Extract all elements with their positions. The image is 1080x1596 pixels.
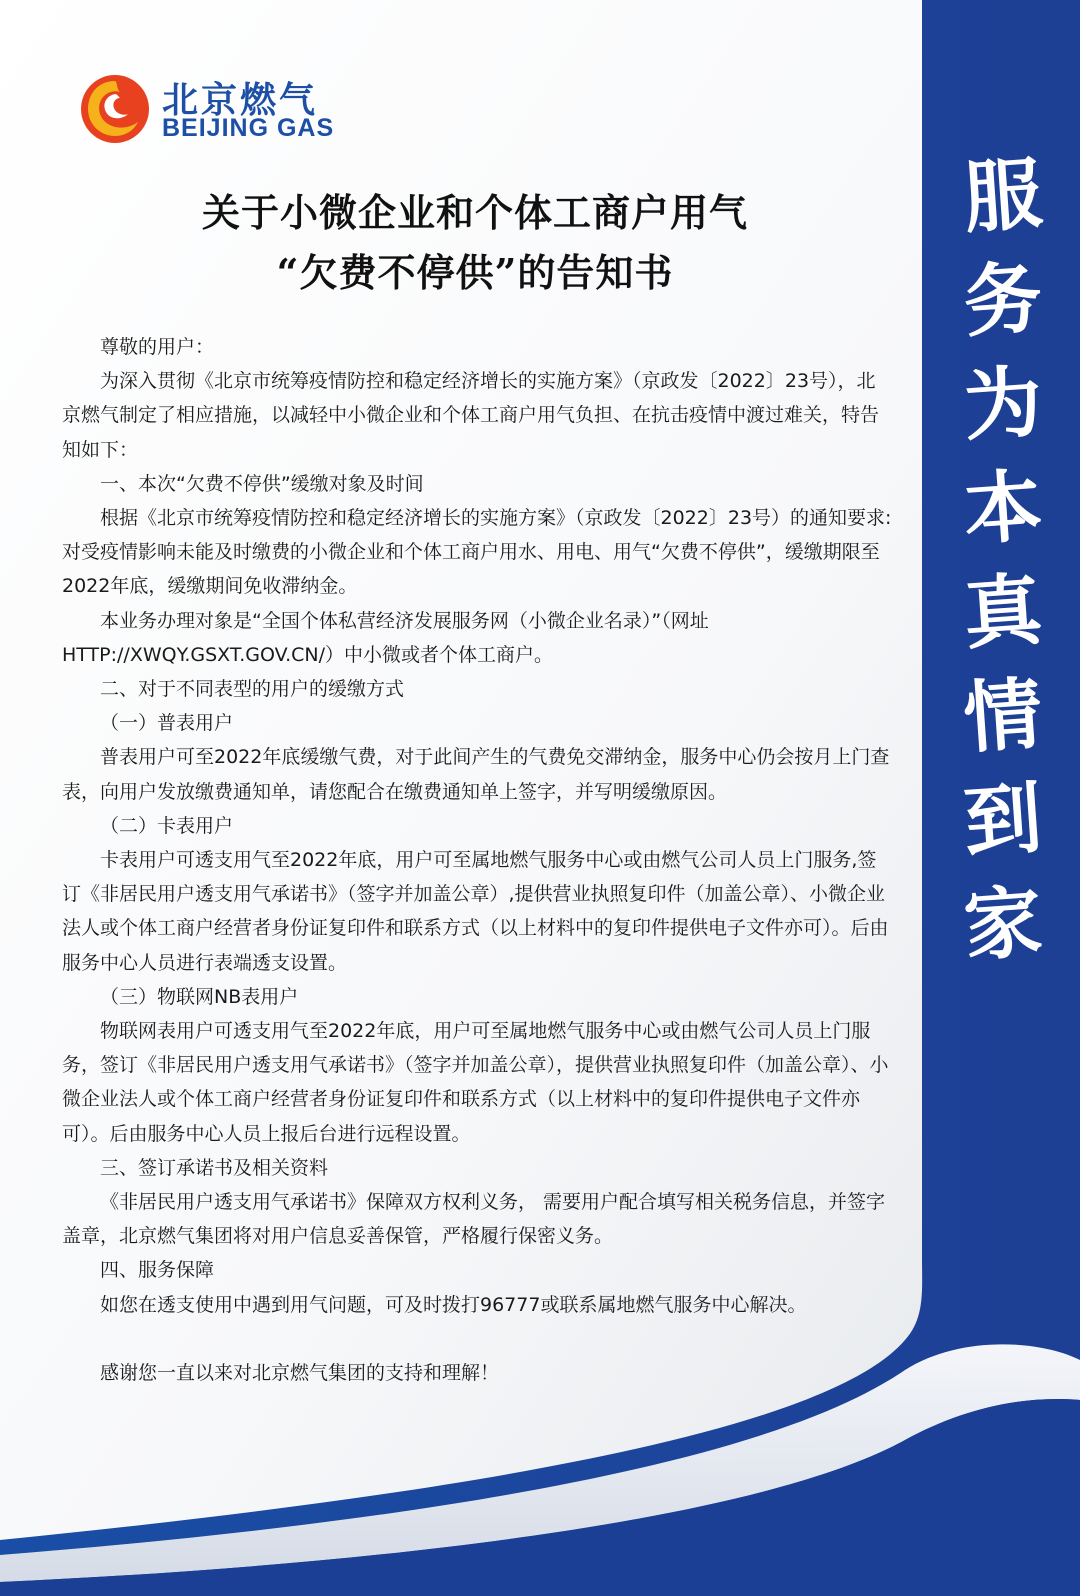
flame-logo-icon <box>78 72 152 146</box>
slogan-char: 情 <box>960 668 1046 765</box>
subsection-3-paragraph: 物联网表用户可透支用气至2022年底，用户可至属地燃气服务中心或由燃气公司人员上门服务，签订《非居民用户透支用气承诺书》（签字并加盖公章），提供营业执照复印件（加盖公章）、小微企业法人或个体工商户经营者身份证复印件和联系方式（以上材料中的复印件提供电子文件亦可）。后由服务中心人员上报后台进行远程设置。 <box>62 1020 889 1145</box>
brand-logo <box>78 68 398 148</box>
greeting: 尊敬的用户： <box>100 336 215 358</box>
subsection-1-heading: （一）普表用户 <box>100 712 234 735</box>
brand-name-cn: 北京燃气 <box>162 80 319 121</box>
section-3-paragraph: 《非居民用户透支用气承诺书》保障双方权利义务， 需要用户配合填写相关税务信息，并签字盖章，北京燃气集团将对用户信息妥善保管，严格履行保密义务。 <box>62 1191 886 1248</box>
section-2-heading: 二、对于不同表型的用户的缓缴方式 <box>100 678 405 701</box>
section-3-heading: 三、签订承诺书及相关资料 <box>100 1156 329 1179</box>
paragraph-spacer <box>62 1322 892 1356</box>
slogan-char: 真 <box>960 564 1046 661</box>
notice-title <box>0 183 950 303</box>
title-line-1: 关于小微企业和个体工商户用气 <box>201 190 748 235</box>
subsection-3-heading: （三）物联网NB表用户 <box>100 985 299 1008</box>
section-1-paragraph-2: 本业务办理对象是“全国个体私营经济发展服务网（小微企业名录）”（网址HTTP://XWQY.GSXT.GOV.CN/）中小微或者个体工商户。 <box>62 609 709 666</box>
subsection-1-paragraph: 普表用户可至2022年底缓缴气费，对于此间产生的气费免交滞纳金，服务中心仍会按月上门查表，向用户发放缴费通知单，请您配合在缴费通知单上签字，并写明缓缴原因。 <box>62 746 890 803</box>
section-4-paragraph: 如您在透支使用中遇到用气问题，可及时拨打96777或联系属地燃气服务中心解决。 <box>100 1293 807 1316</box>
thanks-line: 感谢您一直以来对北京燃气集团的支持和理解！ <box>100 1361 500 1384</box>
slogan-char: 为 <box>960 356 1046 453</box>
notice-body <box>62 330 892 1390</box>
section-4-heading: 四、服务保障 <box>100 1259 215 1282</box>
slogan-char: 到 <box>960 772 1046 869</box>
brand-name-en: BEIJING GAS <box>162 114 335 142</box>
section-1-heading: 一、本次“欠费不停供”缓缴对象及时间 <box>100 472 424 495</box>
vertical-slogan <box>948 145 1058 977</box>
intro-paragraph: 为深入贯彻《北京市统筹疫情防控和稳定经济增长的实施方案》（京政发〔2022〕23号），北京燃气制定了相应措施，以减轻中小微企业和个体工商户用气负担、在抗击疫情中渡过难关，特告知如下： <box>62 370 880 461</box>
title-line-2: “欠费不停供”的告知书 <box>276 250 674 295</box>
slogan-char: 务 <box>960 252 1046 349</box>
subsection-2-paragraph: 卡表用户可透支用气至2022年底，用户可至属地燃气服务中心或由燃气公司人员上门服务,签订《非居民用户透支用气承诺书》（签字并加盖公章）,提供营业执照复印件（加盖公章）、小微企业法人或个体工商户经营者身份证复印件和联系方式（以上材料中的复印件提供电子文件亦可）。后由服务中心人员进行表端透支设置。 <box>62 849 889 974</box>
slogan-char: 服 <box>960 148 1046 245</box>
subsection-2-heading: （二）卡表用户 <box>100 814 234 837</box>
slogan-char: 本 <box>960 460 1046 557</box>
slogan-char: 家 <box>960 876 1046 973</box>
section-1-paragraph-1: 根据《北京市统筹疫情防控和稳定经济增长的实施方案》（京政发〔2022〕23号）的通知要求:对受疫情影响未能及时缴费的小微企业和个体工商户用水、用电、用气“欠费不停供”，缓缴期限至2022年底，缓缴期间免收滞纳金。 <box>62 507 892 598</box>
